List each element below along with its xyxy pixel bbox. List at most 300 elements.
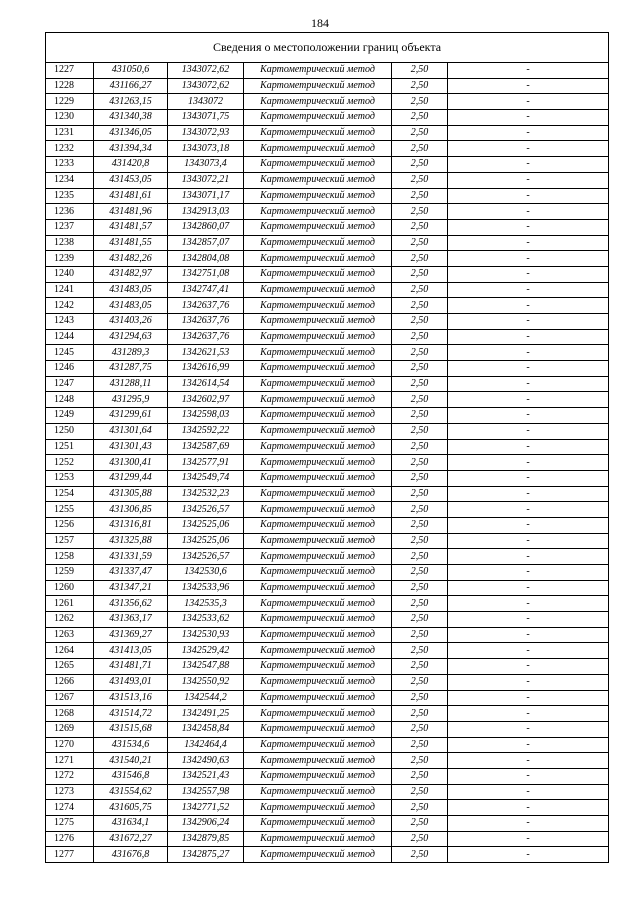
cell-method: Картометрический метод: [244, 768, 392, 784]
cell-accuracy: 2,50: [392, 219, 448, 235]
cell-description: -: [448, 329, 609, 345]
cell-method: Картометрический метод: [244, 188, 392, 204]
cell-method: Картометрический метод: [244, 172, 392, 188]
cell-x-coordinate: 431554,62: [94, 784, 168, 800]
cell-description: -: [448, 361, 609, 377]
cell-description: -: [448, 423, 609, 439]
cell-description: -: [448, 486, 609, 502]
cell-x-coordinate: 431289,3: [94, 345, 168, 361]
cell-point-number: 1248: [46, 392, 94, 408]
cell-y-coordinate: 1342529,42: [168, 643, 244, 659]
cell-y-coordinate: 1342547,88: [168, 659, 244, 675]
table-row: [46, 549, 609, 565]
cell-point-number: 1258: [46, 549, 94, 565]
cell-method: Картометрический метод: [244, 110, 392, 126]
cell-description: -: [448, 78, 609, 94]
table-row: [46, 125, 609, 141]
table-row: [46, 721, 609, 737]
cell-y-coordinate: 1342592,22: [168, 423, 244, 439]
cell-point-number: 1271: [46, 753, 94, 769]
cell-point-number: 1273: [46, 784, 94, 800]
table-row: [46, 847, 609, 863]
cell-y-coordinate: 1342557,98: [168, 784, 244, 800]
cell-point-number: 1257: [46, 533, 94, 549]
cell-y-coordinate: 1342602,97: [168, 392, 244, 408]
cell-method: Картометрический метод: [244, 408, 392, 424]
cell-description: -: [448, 345, 609, 361]
cell-method: Картометрический метод: [244, 784, 392, 800]
cell-y-coordinate: 1342637,76: [168, 314, 244, 330]
cell-y-coordinate: 1342549,74: [168, 470, 244, 486]
cell-accuracy: 2,50: [392, 517, 448, 533]
cell-method: Картометрический метод: [244, 800, 392, 816]
cell-method: Картометрический метод: [244, 376, 392, 392]
table-row: [46, 157, 609, 173]
cell-point-number: 1229: [46, 94, 94, 110]
cell-accuracy: 2,50: [392, 502, 448, 518]
table-row: [46, 517, 609, 533]
cell-method: Картометрический метод: [244, 549, 392, 565]
cell-description: -: [448, 141, 609, 157]
table-row: [46, 188, 609, 204]
cell-description: -: [448, 659, 609, 675]
cell-description: -: [448, 737, 609, 753]
cell-y-coordinate: 1342535,3: [168, 596, 244, 612]
cell-y-coordinate: 1343071,75: [168, 110, 244, 126]
cell-x-coordinate: 431413,05: [94, 643, 168, 659]
cell-x-coordinate: 431605,75: [94, 800, 168, 816]
cell-description: -: [448, 580, 609, 596]
cell-y-coordinate: 1342521,43: [168, 768, 244, 784]
table-row: [46, 502, 609, 518]
cell-accuracy: 2,50: [392, 345, 448, 361]
cell-accuracy: 2,50: [392, 612, 448, 628]
cell-y-coordinate: 1342906,24: [168, 816, 244, 832]
cell-y-coordinate: 1342879,85: [168, 831, 244, 847]
cell-x-coordinate: 431676,8: [94, 847, 168, 863]
cell-method: Картометрический метод: [244, 392, 392, 408]
cell-point-number: 1276: [46, 831, 94, 847]
cell-point-number: 1261: [46, 596, 94, 612]
cell-x-coordinate: 431482,97: [94, 266, 168, 282]
cell-x-coordinate: 431288,11: [94, 376, 168, 392]
cell-point-number: 1252: [46, 455, 94, 471]
cell-y-coordinate: 1342533,62: [168, 612, 244, 628]
cell-accuracy: 2,50: [392, 455, 448, 471]
cell-point-number: 1264: [46, 643, 94, 659]
cell-description: -: [448, 643, 609, 659]
cell-y-coordinate: 1342621,53: [168, 345, 244, 361]
table-row: [46, 439, 609, 455]
cell-description: -: [448, 125, 609, 141]
cell-point-number: 1230: [46, 110, 94, 126]
cell-x-coordinate: 431346,05: [94, 125, 168, 141]
table-row: [46, 282, 609, 298]
cell-point-number: 1266: [46, 674, 94, 690]
cell-method: Картометрический метод: [244, 580, 392, 596]
cell-method: Картометрический метод: [244, 643, 392, 659]
cell-y-coordinate: 1342491,25: [168, 706, 244, 722]
cell-x-coordinate: 431420,8: [94, 157, 168, 173]
cell-point-number: 1255: [46, 502, 94, 518]
cell-y-coordinate: 1343072,62: [168, 78, 244, 94]
cell-description: -: [448, 831, 609, 847]
table-row: [46, 533, 609, 549]
cell-x-coordinate: 431300,41: [94, 455, 168, 471]
cell-point-number: 1245: [46, 345, 94, 361]
cell-method: Картометрический метод: [244, 674, 392, 690]
cell-accuracy: 2,50: [392, 580, 448, 596]
table-title: Сведения о местоположении границ объекта: [46, 33, 609, 63]
cell-description: -: [448, 753, 609, 769]
cell-description: -: [448, 706, 609, 722]
cell-accuracy: 2,50: [392, 188, 448, 204]
cell-x-coordinate: 431546,8: [94, 768, 168, 784]
cell-method: Картометрический метод: [244, 596, 392, 612]
cell-point-number: 1235: [46, 188, 94, 204]
cell-x-coordinate: 431513,16: [94, 690, 168, 706]
cell-y-coordinate: 1343071,17: [168, 188, 244, 204]
cell-method: Картометрический метод: [244, 816, 392, 832]
cell-method: Картометрический метод: [244, 737, 392, 753]
cell-y-coordinate: 1343073,18: [168, 141, 244, 157]
cell-point-number: 1246: [46, 361, 94, 377]
cell-y-coordinate: 1342526,57: [168, 549, 244, 565]
cell-accuracy: 2,50: [392, 235, 448, 251]
cell-y-coordinate: 1342530,93: [168, 627, 244, 643]
table-row: [46, 612, 609, 628]
cell-x-coordinate: 431299,44: [94, 470, 168, 486]
table-row: [46, 204, 609, 220]
cell-description: -: [448, 110, 609, 126]
cell-point-number: 1259: [46, 565, 94, 581]
table-row: [46, 314, 609, 330]
table-row: [46, 110, 609, 126]
cell-y-coordinate: 1342544,2: [168, 690, 244, 706]
cell-point-number: 1227: [46, 63, 94, 79]
cell-y-coordinate: 1342616,99: [168, 361, 244, 377]
cell-description: -: [448, 800, 609, 816]
cell-x-coordinate: 431316,81: [94, 517, 168, 533]
cell-point-number: 1247: [46, 376, 94, 392]
cell-accuracy: 2,50: [392, 643, 448, 659]
cell-method: Картометрический метод: [244, 282, 392, 298]
table-row: [46, 141, 609, 157]
table-row: [46, 94, 609, 110]
cell-description: -: [448, 408, 609, 424]
table-row: [46, 392, 609, 408]
cell-accuracy: 2,50: [392, 659, 448, 675]
cell-y-coordinate: 1342860,07: [168, 219, 244, 235]
table-row: [46, 816, 609, 832]
table-row: [46, 580, 609, 596]
table-row: [46, 784, 609, 800]
cell-y-coordinate: 1342875,27: [168, 847, 244, 863]
table-row: [46, 172, 609, 188]
cell-accuracy: 2,50: [392, 565, 448, 581]
cell-method: Картометрический метод: [244, 314, 392, 330]
table-row: [46, 470, 609, 486]
cell-method: Картометрический метод: [244, 517, 392, 533]
table-row: [46, 251, 609, 267]
table-title-row: [46, 33, 609, 63]
cell-x-coordinate: 431340,38: [94, 110, 168, 126]
cell-y-coordinate: 1343072: [168, 94, 244, 110]
cell-description: -: [448, 470, 609, 486]
cell-accuracy: 2,50: [392, 141, 448, 157]
cell-description: -: [448, 847, 609, 863]
cell-point-number: 1270: [46, 737, 94, 753]
cell-method: Картометрический метод: [244, 141, 392, 157]
cell-x-coordinate: 431515,68: [94, 721, 168, 737]
cell-description: -: [448, 721, 609, 737]
cell-accuracy: 2,50: [392, 94, 448, 110]
cell-point-number: 1244: [46, 329, 94, 345]
cell-method: Картометрический метод: [244, 502, 392, 518]
cell-accuracy: 2,50: [392, 78, 448, 94]
cell-accuracy: 2,50: [392, 596, 448, 612]
cell-accuracy: 2,50: [392, 831, 448, 847]
cell-method: Картометрический метод: [244, 470, 392, 486]
cell-description: -: [448, 612, 609, 628]
table-row: [46, 831, 609, 847]
cell-method: Картометрический метод: [244, 345, 392, 361]
cell-accuracy: 2,50: [392, 816, 448, 832]
cell-description: -: [448, 63, 609, 79]
cell-point-number: 1267: [46, 690, 94, 706]
cell-point-number: 1234: [46, 172, 94, 188]
cell-x-coordinate: 431481,96: [94, 204, 168, 220]
cell-point-number: 1232: [46, 141, 94, 157]
table-row: [46, 690, 609, 706]
cell-description: -: [448, 157, 609, 173]
cell-x-coordinate: 431347,21: [94, 580, 168, 596]
cell-x-coordinate: 431481,71: [94, 659, 168, 675]
cell-x-coordinate: 431453,05: [94, 172, 168, 188]
cell-description: -: [448, 298, 609, 314]
cell-accuracy: 2,50: [392, 361, 448, 377]
cell-description: -: [448, 314, 609, 330]
cell-accuracy: 2,50: [392, 768, 448, 784]
cell-method: Картометрический метод: [244, 78, 392, 94]
cell-accuracy: 2,50: [392, 423, 448, 439]
cell-x-coordinate: 431483,05: [94, 298, 168, 314]
cell-x-coordinate: 431672,27: [94, 831, 168, 847]
cell-y-coordinate: 1342771,52: [168, 800, 244, 816]
cell-x-coordinate: 431050,6: [94, 63, 168, 79]
cell-accuracy: 2,50: [392, 408, 448, 424]
cell-accuracy: 2,50: [392, 549, 448, 565]
cell-method: Картометрический метод: [244, 690, 392, 706]
cell-description: -: [448, 235, 609, 251]
cell-method: Картометрический метод: [244, 612, 392, 628]
cell-description: -: [448, 282, 609, 298]
cell-point-number: 1250: [46, 423, 94, 439]
cell-description: -: [448, 768, 609, 784]
table-row: [46, 800, 609, 816]
table-row: [46, 596, 609, 612]
table-row: [46, 674, 609, 690]
cell-point-number: 1272: [46, 768, 94, 784]
cell-point-number: 1241: [46, 282, 94, 298]
table-row: [46, 423, 609, 439]
cell-accuracy: 2,50: [392, 533, 448, 549]
cell-description: -: [448, 816, 609, 832]
cell-method: Картометрический метод: [244, 219, 392, 235]
cell-point-number: 1237: [46, 219, 94, 235]
cell-x-coordinate: 431481,55: [94, 235, 168, 251]
cell-point-number: 1260: [46, 580, 94, 596]
cell-point-number: 1231: [46, 125, 94, 141]
cell-description: -: [448, 549, 609, 565]
cell-point-number: 1240: [46, 266, 94, 282]
cell-point-number: 1268: [46, 706, 94, 722]
cell-method: Картометрический метод: [244, 125, 392, 141]
table-row: [46, 627, 609, 643]
table-row: [46, 376, 609, 392]
cell-y-coordinate: 1342587,69: [168, 439, 244, 455]
cell-accuracy: 2,50: [392, 376, 448, 392]
cell-method: Картометрический метод: [244, 329, 392, 345]
cell-x-coordinate: 431337,47: [94, 565, 168, 581]
cell-description: -: [448, 439, 609, 455]
cell-accuracy: 2,50: [392, 753, 448, 769]
cell-description: -: [448, 674, 609, 690]
cell-x-coordinate: 431403,26: [94, 314, 168, 330]
cell-description: -: [448, 94, 609, 110]
cell-description: -: [448, 690, 609, 706]
table-row: [46, 63, 609, 79]
cell-x-coordinate: 431299,61: [94, 408, 168, 424]
cell-point-number: 1262: [46, 612, 94, 628]
cell-method: Картометрический метод: [244, 361, 392, 377]
cell-y-coordinate: 1342751,08: [168, 266, 244, 282]
cell-point-number: 1263: [46, 627, 94, 643]
cell-y-coordinate: 1342747,41: [168, 282, 244, 298]
cell-y-coordinate: 1342525,06: [168, 517, 244, 533]
cell-description: -: [448, 219, 609, 235]
cell-point-number: 1274: [46, 800, 94, 816]
table-row: [46, 78, 609, 94]
cell-method: Картометрический метод: [244, 721, 392, 737]
cell-description: -: [448, 392, 609, 408]
cell-y-coordinate: 1342532,23: [168, 486, 244, 502]
cell-method: Картометрический метод: [244, 298, 392, 314]
cell-point-number: 1269: [46, 721, 94, 737]
cell-method: Картометрический метод: [244, 439, 392, 455]
cell-method: Картометрический метод: [244, 94, 392, 110]
cell-x-coordinate: 431301,64: [94, 423, 168, 439]
table-row: [46, 298, 609, 314]
table-row: [46, 486, 609, 502]
table-row: [46, 361, 609, 377]
table-row: [46, 266, 609, 282]
cell-description: -: [448, 596, 609, 612]
cell-x-coordinate: 431514,72: [94, 706, 168, 722]
cell-accuracy: 2,50: [392, 172, 448, 188]
cell-y-coordinate: 1343072,62: [168, 63, 244, 79]
cell-method: Картометрический метод: [244, 235, 392, 251]
cell-description: -: [448, 266, 609, 282]
cell-accuracy: 2,50: [392, 251, 448, 267]
cell-method: Картометрический метод: [244, 423, 392, 439]
page-number: 184: [311, 16, 329, 30]
cell-y-coordinate: 1342550,92: [168, 674, 244, 690]
table-row: [46, 737, 609, 753]
cell-method: Картометрический метод: [244, 533, 392, 549]
cell-accuracy: 2,50: [392, 674, 448, 690]
cell-point-number: 1242: [46, 298, 94, 314]
cell-accuracy: 2,50: [392, 847, 448, 863]
cell-x-coordinate: 431394,34: [94, 141, 168, 157]
cell-method: Картометрический метод: [244, 204, 392, 220]
cell-x-coordinate: 431301,43: [94, 439, 168, 455]
cell-accuracy: 2,50: [392, 329, 448, 345]
cell-description: -: [448, 172, 609, 188]
cell-x-coordinate: 431482,26: [94, 251, 168, 267]
table-row: [46, 235, 609, 251]
cell-description: -: [448, 517, 609, 533]
cell-accuracy: 2,50: [392, 157, 448, 173]
table-row: [46, 345, 609, 361]
cell-accuracy: 2,50: [392, 125, 448, 141]
cell-point-number: 1265: [46, 659, 94, 675]
cell-point-number: 1249: [46, 408, 94, 424]
cell-point-number: 1254: [46, 486, 94, 502]
cell-point-number: 1239: [46, 251, 94, 267]
cell-x-coordinate: 431483,05: [94, 282, 168, 298]
cell-method: Картометрический метод: [244, 753, 392, 769]
cell-x-coordinate: 431166,27: [94, 78, 168, 94]
table-row: [46, 753, 609, 769]
cell-x-coordinate: 431294,63: [94, 329, 168, 345]
cell-accuracy: 2,50: [392, 110, 448, 126]
cell-x-coordinate: 431306,85: [94, 502, 168, 518]
cell-x-coordinate: 431363,17: [94, 612, 168, 628]
cell-x-coordinate: 431481,61: [94, 188, 168, 204]
cell-point-number: 1256: [46, 517, 94, 533]
cell-accuracy: 2,50: [392, 282, 448, 298]
cell-point-number: 1253: [46, 470, 94, 486]
cell-x-coordinate: 431493,01: [94, 674, 168, 690]
cell-accuracy: 2,50: [392, 204, 448, 220]
cell-y-coordinate: 1342530,6: [168, 565, 244, 581]
cell-method: Картометрический метод: [244, 565, 392, 581]
cell-method: Картометрический метод: [244, 251, 392, 267]
cell-description: -: [448, 188, 609, 204]
cell-description: -: [448, 455, 609, 471]
cell-point-number: 1233: [46, 157, 94, 173]
cell-method: Картометрический метод: [244, 455, 392, 471]
cell-point-number: 1238: [46, 235, 94, 251]
table-row: [46, 329, 609, 345]
table-row: [46, 659, 609, 675]
cell-accuracy: 2,50: [392, 392, 448, 408]
cell-y-coordinate: 1342804,08: [168, 251, 244, 267]
cell-x-coordinate: 431534,6: [94, 737, 168, 753]
cell-y-coordinate: 1342637,76: [168, 329, 244, 345]
cell-method: Картометрический метод: [244, 627, 392, 643]
cell-description: -: [448, 204, 609, 220]
cell-x-coordinate: 431263,15: [94, 94, 168, 110]
cell-point-number: 1243: [46, 314, 94, 330]
cell-y-coordinate: 1342526,57: [168, 502, 244, 518]
cell-point-number: 1277: [46, 847, 94, 863]
cell-y-coordinate: 1342598,03: [168, 408, 244, 424]
cell-point-number: 1251: [46, 439, 94, 455]
cell-x-coordinate: 431540,21: [94, 753, 168, 769]
cell-accuracy: 2,50: [392, 266, 448, 282]
